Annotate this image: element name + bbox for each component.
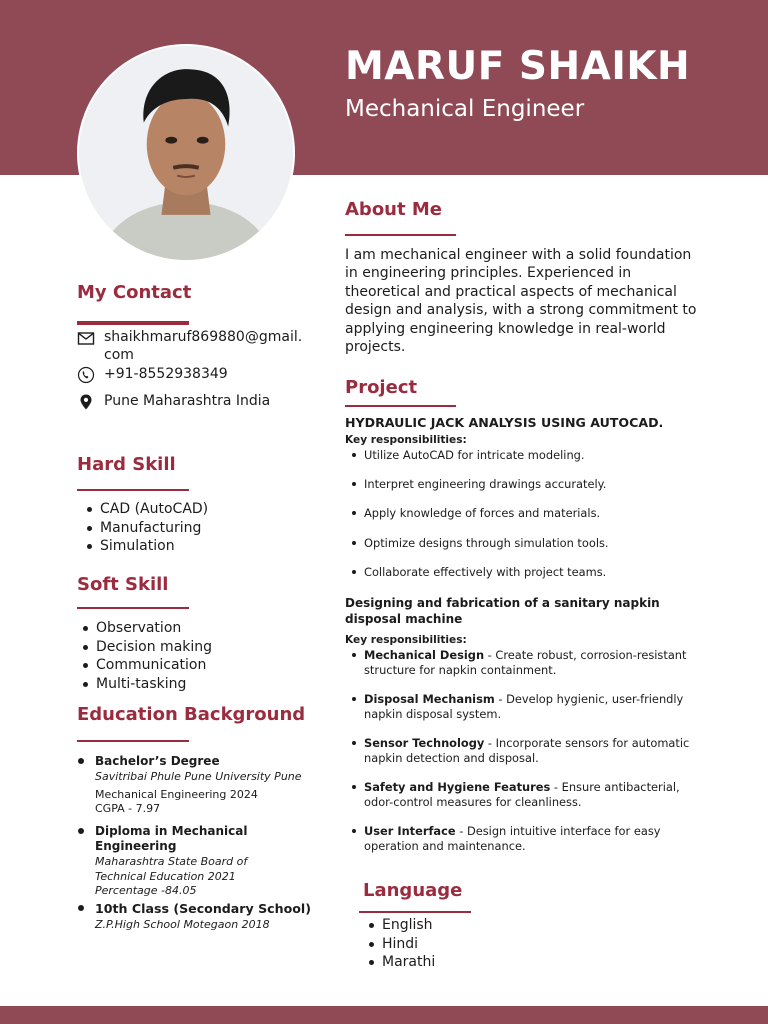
list-item: Collaborate effectively with project teams. [345,565,705,580]
about-line: projects. [345,339,406,356]
education-institution: Z.P.High School Motegaon 2018 [95,918,270,931]
resp-label: Mechanical Design [364,648,485,662]
about-title: About Me [345,199,442,220]
resp-label: Disposal Mechanism [364,692,495,706]
project1-title: HYDRAULIC JACK ANALYSIS USING AUTOCAD. [345,415,664,430]
list-item: Interpret engineering drawings accurately. [345,477,705,492]
about-text [345,246,715,356]
education-entry-diploma [77,824,327,899]
project1-resp-label: Key responsibilities: [345,434,467,446]
resp-text: napkin detection and disposal. [364,750,539,765]
contact-phone-row [77,365,228,384]
education-entry-secondary [77,901,327,933]
bullet-icon [78,758,84,764]
resp-text: operation and maintenance. [364,838,526,853]
list-item: Hindi [366,935,435,954]
education-degree: Bachelor’s Degree [95,754,220,768]
project2-resp-list [345,736,705,765]
soft-skill-list [80,619,212,693]
project1-resp-list [345,477,705,492]
about-line: theoretical and practical aspects of mechanical [345,283,677,300]
resp-label: User Interface [364,824,456,838]
education-institution: Maharashtra State Board of [95,855,248,868]
list-item: English [366,916,435,935]
bullet-icon [78,905,84,911]
list-item: Simulation [84,537,208,556]
resp-text: - Create robust, corrosion-resistant [484,648,687,662]
project2-title-line: Designing and fabrication of a sanitary napkin [345,596,660,610]
list-item: Utilize AutoCAD for intricate modeling. [345,448,705,463]
language-rule [359,911,471,913]
list-item [345,648,705,677]
list-item [345,824,705,853]
education-title: Education Background [77,704,306,725]
list-item: Apply knowledge of forces and materials. [345,506,705,521]
contact-email-line1[interactable]: shaikhmaruf869880@gmail. [104,329,303,345]
person-portrait-icon [79,46,293,260]
resp-text: odor-control measures for cleanliness. [364,794,582,809]
about-line: I am mechanical engineer with a solid foundation [345,247,692,263]
contact-email-row [77,328,302,364]
contact-location: Pune Maharashtra India [104,393,271,409]
education-institution: Savitribai Phule Pune University Pune [95,770,302,783]
education-entry-bachelor [77,754,327,817]
bullet-icon [78,828,84,834]
education-score: CGPA - 7.97 [95,802,161,815]
resp-text: napkin disposal system. [364,706,502,721]
resp-text: - Incorporate sensors for automatic [484,736,690,750]
list-item: Observation [80,619,212,638]
language-list [366,916,435,972]
education-rule [77,740,189,742]
contact-phone[interactable]: +91-8552938349 [104,366,228,382]
contact-title: My Contact [77,282,192,303]
resp-text: - Ensure antibacterial, [550,780,680,794]
resp-text: structure for napkin containment. [364,662,557,677]
resp-label: Sensor Technology [364,736,485,750]
list-item: Multi-tasking [80,675,212,694]
footer-bar [0,1006,768,1024]
soft-skill-title: Soft Skill [77,574,169,595]
list-item [345,736,705,765]
project1-resp-list [345,448,705,463]
candidate-role: Mechanical Engineer [345,96,585,122]
list-item: Manufacturing [84,519,208,538]
project2-resp-list [345,824,705,853]
profile-photo [77,44,295,262]
project1-resp-list [345,506,705,521]
education-degree: 10th Class (Secondary School) [95,901,311,916]
resp-text: - Develop hygienic, user-friendly [494,692,684,706]
project2-title [345,595,705,627]
list-item: Decision making [80,638,212,657]
education-score: Percentage -84.05 [95,884,197,897]
list-item: Communication [80,656,212,675]
resp-text: - Design intuitive interface for easy [455,824,661,838]
phone-icon [77,366,95,384]
hard-skill-title: Hard Skill [77,454,176,475]
contact-location-row [77,392,270,411]
education-institution-cont: Technical Education 2021 [95,869,236,883]
project1-resp-list [345,536,705,551]
location-pin-icon [77,393,95,411]
list-item: Marathi [366,953,435,972]
hard-skill-rule [77,489,189,491]
about-line: in engineering principles. Experienced in [345,265,632,282]
project2-resp-label: Key responsibilities: [345,634,467,646]
list-item: CAD (AutoCAD) [84,500,208,519]
project2-resp-list [345,648,705,677]
education-field: Mechanical Engineering 2024 [95,787,258,801]
education-degree: Diploma in Mechanical Engineering [95,824,248,853]
mail-icon [77,329,95,347]
project-title: Project [345,377,418,398]
project1-resp-list [345,565,705,580]
about-line: design and analysis, with a strong commitment to [345,302,697,319]
project2-resp-list [345,780,705,809]
project2-resp-list [345,692,705,721]
about-line: applying engineering knowledge in real-world [345,320,666,337]
language-title: Language [363,880,463,901]
list-item: Optimize designs through simulation tools. [345,536,705,551]
soft-skill-rule [77,607,189,609]
project2-title-line: disposal machine [345,612,463,626]
contact-rule [77,321,189,325]
list-item [345,780,705,809]
candidate-name: MARUF SHAIKH [345,44,691,89]
hard-skill-list [84,500,208,556]
contact-email-line2[interactable]: com [104,347,134,363]
list-item [345,692,705,721]
about-rule [345,234,456,236]
resp-label: Safety and Hygiene Features [364,780,551,794]
project-rule [345,405,456,407]
